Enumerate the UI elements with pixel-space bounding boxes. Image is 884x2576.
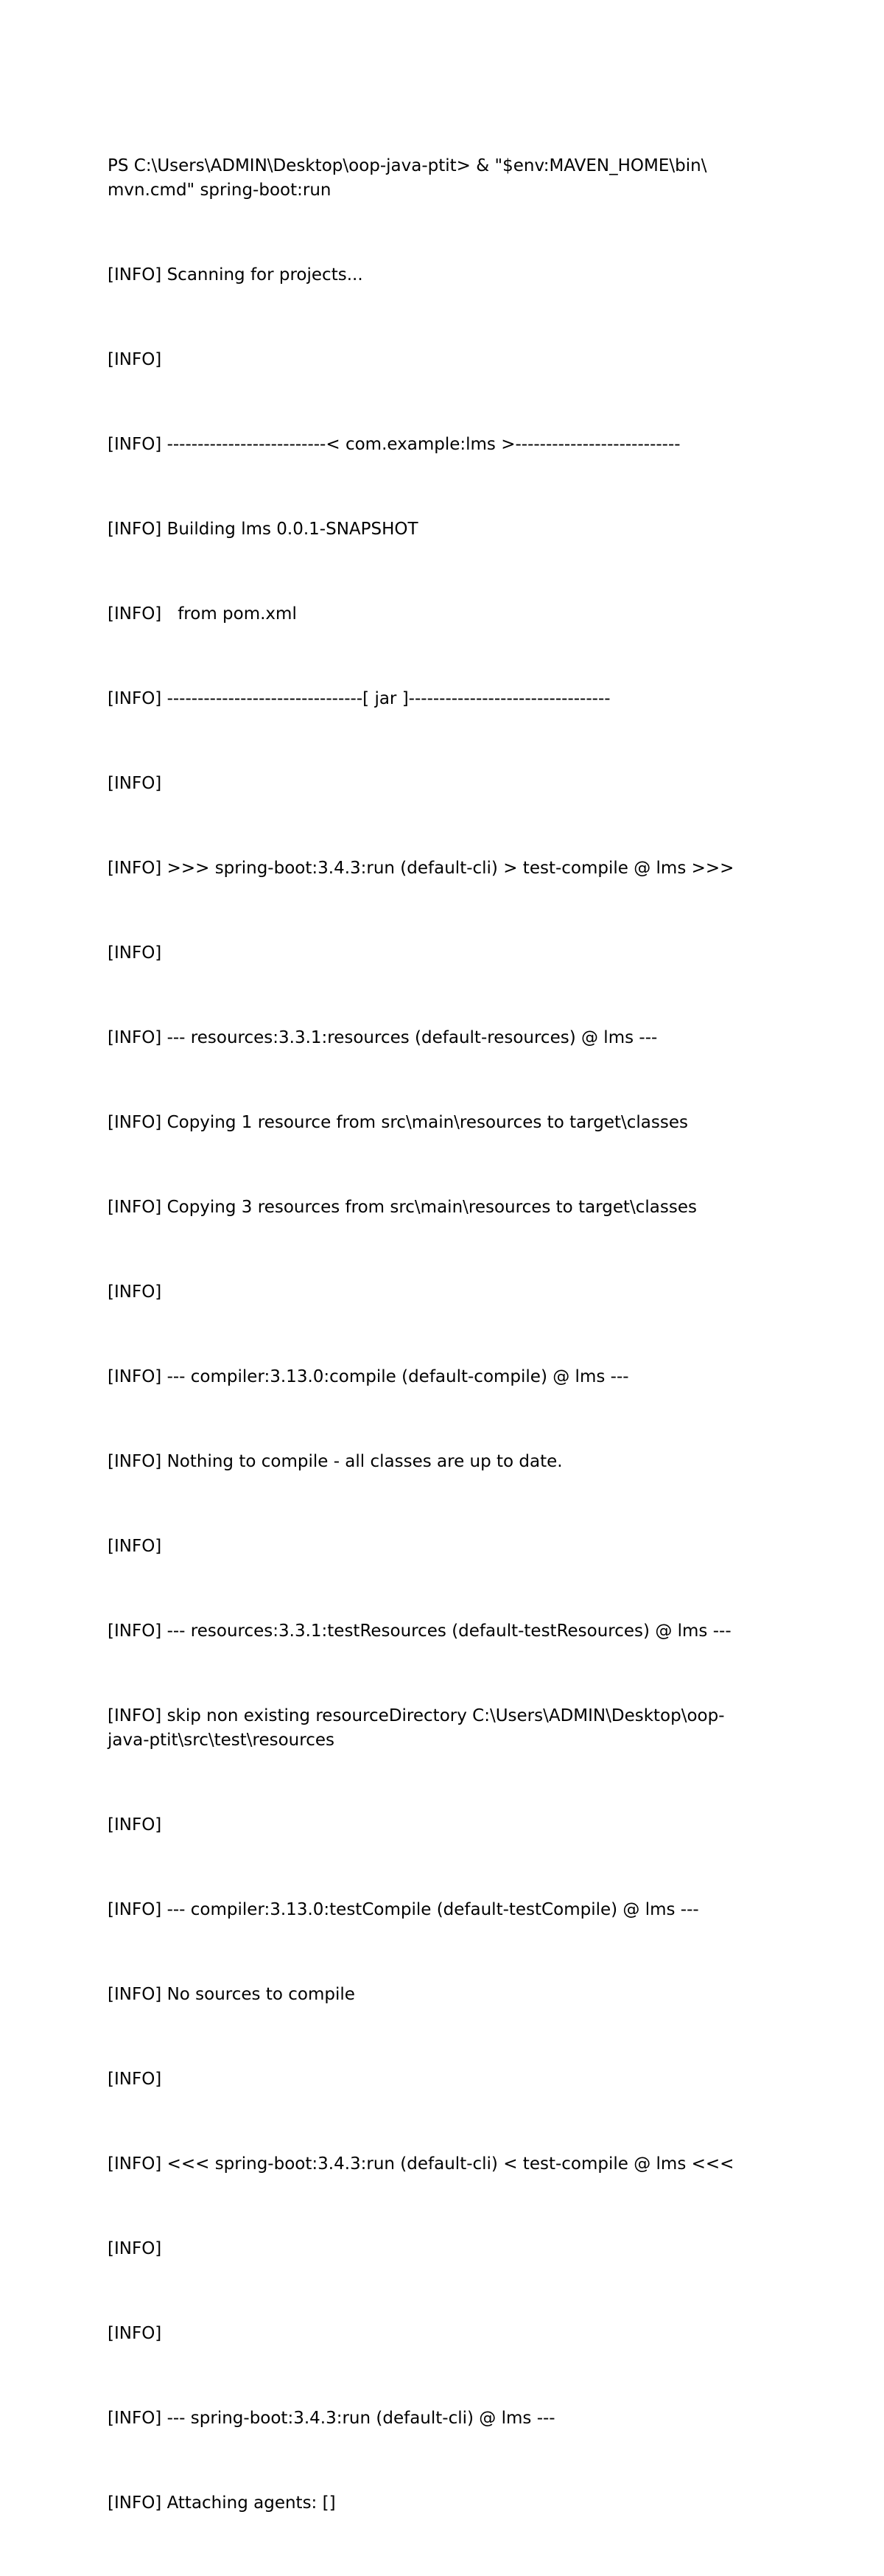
log-line: [INFO] No sources to compile [108, 1985, 355, 2004]
command-line: PS C:\Users\ADMIN\Desktop\oop-java-ptit> & "$env:MAVEN_HOME\bin\ mvn.cmd" spring-boot:run [108, 156, 707, 200]
log-line: [INFO] [108, 774, 162, 793]
log-line: [INFO] --------------------------< com.example:lms >--------------------------- [108, 435, 681, 454]
log-line: [INFO] [108, 943, 162, 963]
log-line: [INFO] [108, 350, 162, 369]
log-line: [INFO] Nothing to compile - all classes are up to date. [108, 1452, 563, 1471]
log-line: [INFO] [108, 1537, 162, 1556]
log-line: [INFO] <<< spring-boot:3.4.3:run (default-cli) < test-compile @ lms <<< [108, 2154, 734, 2174]
log-line: [INFO] --- resources:3.3.1:testResources (default-testResources) @ lms --- [108, 1622, 732, 1641]
log-line: [INFO] [108, 1282, 162, 1302]
log-line: [INFO] [108, 2239, 162, 2258]
log-line: [INFO] --- spring-boot:3.4.3:run (default-cli) @ lms --- [108, 2409, 555, 2428]
log-line: [INFO] Building lms 0.0.1-SNAPSHOT [108, 520, 418, 539]
log-line: [INFO] Copying 3 resources from src\main\resources to target\classes [108, 1198, 697, 1217]
log-line: [INFO] --- resources:3.3.1:resources (default-resources) @ lms --- [108, 1028, 658, 1047]
log-line: [INFO] Copying 1 resource from src\main\resources to target\classes [108, 1113, 688, 1132]
document-body [108, 105, 785, 2576]
log-line: [INFO] Scanning for projects... [108, 265, 363, 285]
log-line: [INFO] --- compiler:3.13.0:compile (default-compile) @ lms --- [108, 1367, 629, 1386]
log-line: [INFO] --- compiler:3.13.0:testCompile (default-testCompile) @ lms --- [108, 1900, 699, 1919]
log-line: [INFO] >>> spring-boot:3.4.3:run (default-cli) > test-compile @ lms >>> [108, 859, 734, 878]
log-line: [INFO] [108, 2070, 162, 2089]
log-line: [INFO] skip non existing resourceDirectory C:\Users\ADMIN\Desktop\oop- java-ptit\src\test\resources [108, 1706, 725, 1750]
log-line: [INFO] from pom.xml [108, 604, 297, 624]
log-line: [INFO] [108, 2324, 162, 2343]
log-line: [INFO] --------------------------------[ jar ]--------------------------------- [108, 689, 611, 708]
log-line: [INFO] [108, 1815, 162, 1835]
log-line: [INFO] Attaching agents: [] [108, 2493, 336, 2513]
